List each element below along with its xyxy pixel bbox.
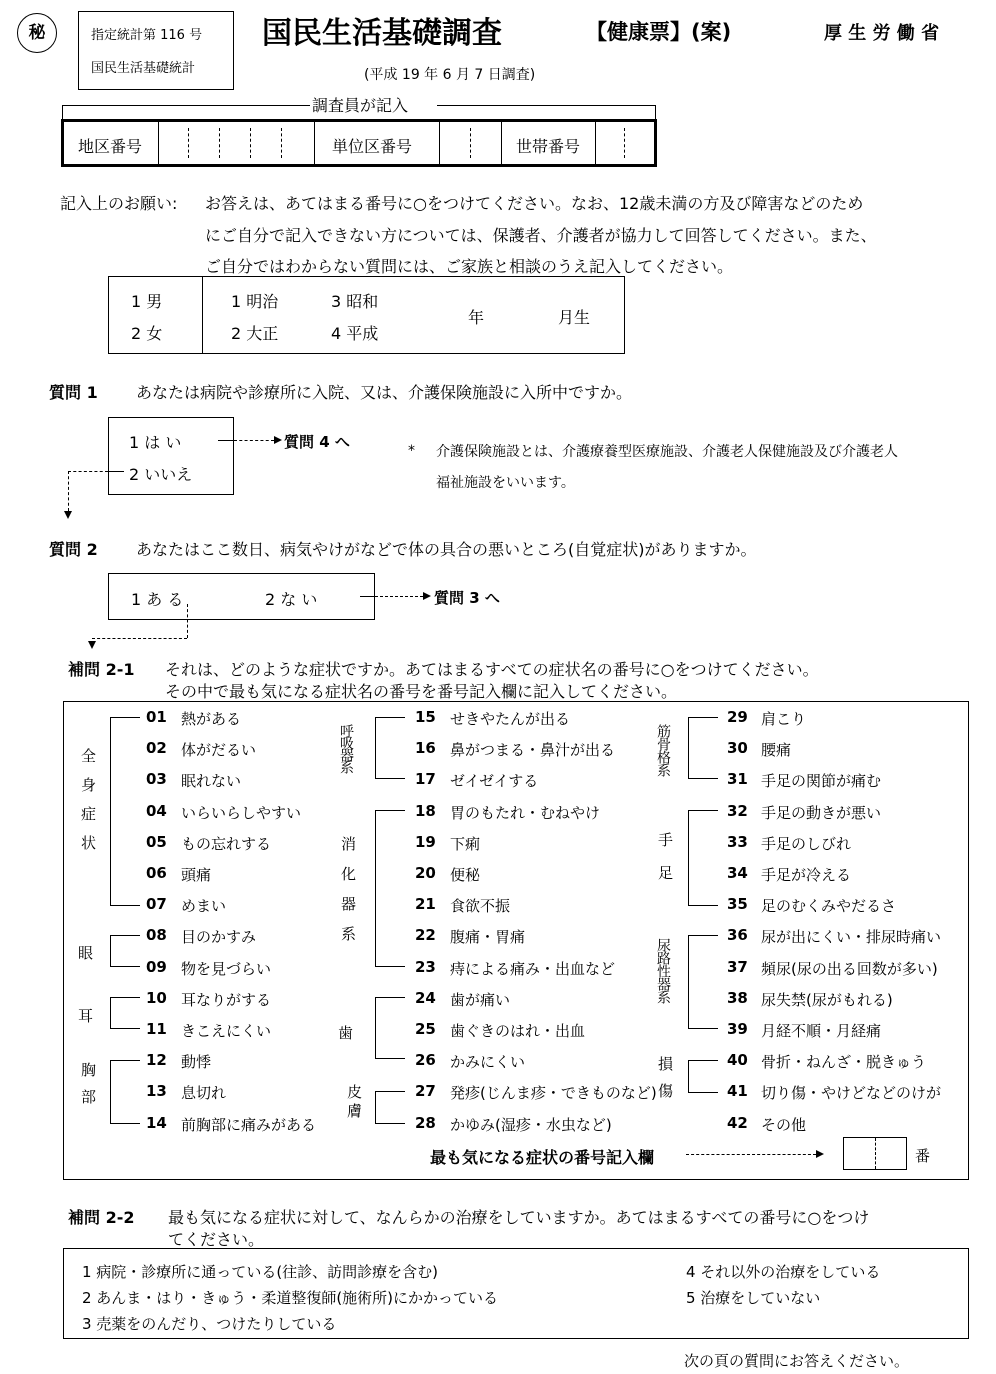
symptom-label: 尿が出にくい・排尿時痛い bbox=[761, 928, 942, 947]
symptom-label: 耳なりがする bbox=[181, 990, 272, 1009]
surveyor-caption: 調査員が記入 bbox=[312, 96, 409, 115]
ministry: 厚 生 労 働 省 bbox=[824, 23, 940, 44]
symptom-number[interactable]: 35 bbox=[727, 895, 748, 914]
sq21-line-1: それは、どのような症状ですか。あてはまるすべての症状名の番号に○をつけてください。 bbox=[165, 660, 819, 679]
symptom-label: その他 bbox=[761, 1115, 807, 1134]
symptom-label: 尿失禁(尿がもれる) bbox=[761, 990, 893, 1009]
symptom-number[interactable]: 42 bbox=[727, 1113, 748, 1132]
q2-label: 質問 2 bbox=[49, 540, 98, 559]
symptom-number[interactable]: 40 bbox=[727, 1051, 748, 1070]
secret-mark: 秘 bbox=[17, 13, 57, 53]
symptom-number[interactable]: 17 bbox=[415, 770, 436, 789]
symptom-number[interactable]: 34 bbox=[727, 864, 748, 882]
symptom-label: 体がだるい bbox=[181, 741, 257, 760]
footer-next-page: 次の頁の質問にお答えください。 bbox=[684, 1352, 910, 1370]
symptom-number[interactable]: 37 bbox=[727, 957, 748, 976]
sq21-label: 補問 2-1 bbox=[68, 660, 135, 679]
symptom-label: 息切れ bbox=[181, 1084, 227, 1103]
era-showa-option[interactable]: 3 昭和 bbox=[331, 292, 379, 311]
symptom-number[interactable]: 22 bbox=[415, 926, 436, 945]
symptom-label: 腰痛 bbox=[761, 741, 792, 760]
symptom-label: 歯が痛い bbox=[450, 990, 511, 1009]
symptom-label: 切り傷・やけどなどのけが bbox=[761, 1084, 942, 1103]
symptom-label: 骨折・ねんざ・脱きゅう bbox=[761, 1053, 927, 1072]
symptom-label: 肩こり bbox=[761, 710, 807, 728]
group-chest: 胸部 bbox=[79, 1062, 97, 1116]
household-number-field[interactable] bbox=[596, 122, 654, 164]
form-type: 【健康票】(案) bbox=[586, 20, 732, 44]
q2-yes-option[interactable]: 1 あ る bbox=[131, 590, 184, 609]
household-number-label: 世帯番号 bbox=[516, 137, 581, 156]
treatment-option-4[interactable]: 4 それ以外の治療をしている bbox=[686, 1263, 881, 1281]
symptom-number[interactable]: 32 bbox=[727, 801, 748, 820]
symptom-label: せきやたんが出る bbox=[450, 710, 571, 728]
arrow-right-icon bbox=[274, 436, 282, 444]
sex-female-option[interactable]: 2 女 bbox=[131, 324, 163, 343]
surveyor-table bbox=[61, 119, 657, 167]
arrow-right-icon bbox=[423, 592, 431, 600]
symptom-label: かゆみ(湿疹・水虫など) bbox=[450, 1115, 612, 1134]
group-respiratory: 呼吸器系 bbox=[338, 724, 354, 772]
symptom-number[interactable]: 26 bbox=[415, 1051, 436, 1070]
q1-text: あなたは病院や診療所に入院、又は、介護保険施設に入所中ですか。 bbox=[136, 383, 633, 402]
q2-jump-q3[interactable]: 質問 3 へ bbox=[434, 589, 500, 607]
symptom-label: 痔による痛み・出血など bbox=[450, 959, 616, 978]
symptom-label: 食欲不振 bbox=[450, 897, 511, 916]
group-teeth: 歯 bbox=[338, 1024, 354, 1042]
era-taisho-option[interactable]: 2 大正 bbox=[231, 324, 279, 343]
sq21-line-2: その中で最も気になる症状名の番号を番号記入欄に記入してください。 bbox=[165, 682, 678, 701]
instructions-label: 記入上のお願い: bbox=[60, 194, 178, 213]
symptom-label: 前胸部に痛みがある bbox=[181, 1115, 317, 1134]
instructions-line-3: ご自分ではわからない質問には、ご家族と相談のうえ記入してください。 bbox=[205, 257, 734, 276]
symptom-label: いらいらしやすい bbox=[181, 803, 302, 822]
sex-birth-box bbox=[108, 276, 625, 354]
symptom-number[interactable]: 07 bbox=[146, 895, 167, 914]
symptom-label: 物を見づらい bbox=[181, 959, 272, 978]
district-number-field[interactable] bbox=[159, 122, 314, 164]
q2-text: あなたはここ数日、病気やけがなどで体の具合の悪いところ(自覚症状)がありますか。 bbox=[136, 540, 757, 559]
symptom-number[interactable]: 01 bbox=[146, 708, 167, 726]
stat-number: 指定統計第 116 号 bbox=[91, 28, 203, 43]
symptom-number[interactable]: 03 bbox=[146, 770, 167, 789]
symptom-label: めまい bbox=[181, 897, 227, 916]
symptom-number[interactable]: 27 bbox=[415, 1082, 436, 1101]
group-urogenital: 尿路性器系 bbox=[655, 938, 671, 1003]
symptom-number[interactable]: 41 bbox=[727, 1082, 748, 1101]
symptom-number[interactable]: 08 bbox=[146, 926, 167, 945]
symptom-number[interactable]: 14 bbox=[146, 1113, 167, 1132]
group-injury: 損傷 bbox=[656, 1056, 674, 1110]
symptom-number[interactable]: 31 bbox=[727, 770, 748, 789]
survey-date: (平成 19 年 6 月 7 日調査) bbox=[364, 67, 536, 83]
symptom-label: 発疹(じんま疹・できものなど) bbox=[450, 1084, 657, 1103]
symptom-number[interactable]: 12 bbox=[146, 1051, 167, 1070]
instructions-line-2: にご自分で記入できない方については、保護者、介護者が協力して回答してください。また、 bbox=[205, 226, 877, 245]
symptom-number[interactable]: 11 bbox=[146, 1020, 167, 1038]
group-eye: 眼 bbox=[78, 944, 94, 962]
symptom-number[interactable]: 29 bbox=[727, 708, 748, 726]
symptom-label: 頻尿(尿の出る回数が多い) bbox=[761, 959, 938, 978]
symptom-label: 便秘 bbox=[450, 866, 481, 884]
q2-no-option[interactable]: 2 な い bbox=[265, 590, 318, 609]
symptom-label: 動悸 bbox=[181, 1053, 212, 1072]
symptom-number[interactable]: 10 bbox=[146, 988, 167, 1007]
symptom-label: 熱がある bbox=[181, 710, 242, 728]
symptom-number[interactable]: 04 bbox=[146, 801, 167, 820]
treatment-option-3[interactable]: 3 売薬をのんだり、つけたりしている bbox=[82, 1315, 337, 1333]
symptom-number[interactable]: 02 bbox=[146, 739, 167, 758]
q2-options-box bbox=[108, 573, 375, 620]
treatment-option-2[interactable]: 2 あんま・はり・きゅう・柔道整復師(施術所)にかかっている bbox=[82, 1289, 499, 1307]
symptom-label: 頭痛 bbox=[181, 866, 212, 884]
sq22-line-1: 最も気になる症状に対して、なんらかの治療をしていますか。あてはまるすべての番号に○をつけ bbox=[168, 1208, 870, 1227]
most-concern-label: 最も気になる症状の番号記入欄 bbox=[430, 1148, 655, 1167]
symptom-number[interactable]: 23 bbox=[415, 957, 436, 976]
symptom-number[interactable]: 13 bbox=[146, 1082, 167, 1101]
symptom-number[interactable]: 25 bbox=[415, 1020, 436, 1038]
symptom-number[interactable]: 33 bbox=[727, 832, 748, 851]
treatment-options-box bbox=[63, 1248, 969, 1339]
symptom-label: 眠れない bbox=[181, 772, 242, 791]
symptom-label: きこえにくい bbox=[181, 1022, 272, 1040]
unit-district-number-label: 単位区番号 bbox=[332, 137, 413, 156]
symptom-number[interactable]: 28 bbox=[415, 1113, 436, 1132]
symptom-label: ゼイゼイする bbox=[450, 772, 539, 791]
symptom-label: 鼻がつまる・鼻汁が出る bbox=[450, 741, 616, 760]
q1-label: 質問 1 bbox=[49, 383, 98, 402]
designated-statistics-box bbox=[78, 11, 234, 90]
symptom-label: 下痢 bbox=[450, 834, 481, 853]
symptom-label: 月経不順・月経痛 bbox=[761, 1022, 882, 1040]
treatment-option-5[interactable]: 5 治療をしていない bbox=[686, 1289, 821, 1307]
sex-male-option[interactable]: 1 男 bbox=[131, 292, 163, 311]
symptom-number[interactable]: 36 bbox=[727, 926, 748, 945]
q1-note-line-2: 福祉施設をいいます。 bbox=[436, 475, 575, 491]
symptom-number[interactable]: 20 bbox=[415, 864, 436, 882]
symptom-label: 手足が冷える bbox=[761, 866, 852, 884]
q1-no-option[interactable]: 2 いいえ bbox=[129, 465, 193, 484]
group-ear: 耳 bbox=[78, 1007, 94, 1025]
symptom-label: かみにくい bbox=[450, 1053, 526, 1072]
era-heisei-option[interactable]: 4 平成 bbox=[331, 324, 379, 343]
symptom-number[interactable]: 30 bbox=[727, 739, 748, 758]
stat-name: 国民生活基礎統計 bbox=[91, 61, 196, 76]
era-meiji-option[interactable]: 1 明治 bbox=[231, 292, 279, 311]
district-number-label: 地区番号 bbox=[78, 137, 143, 156]
treatment-option-1[interactable]: 1 病院・診療所に通っている(往診、訪問診療を含む) bbox=[82, 1263, 439, 1281]
q1-note-mark: * bbox=[408, 443, 415, 459]
instructions-line-1: お答えは、あてはまる番号に○をつけてください。なお、12歳未満の方及び障害などのため bbox=[205, 194, 864, 213]
ban-suffix: 番 bbox=[915, 1147, 931, 1165]
group-musculoskeletal: 筋骨格系 bbox=[655, 724, 671, 776]
symptom-label: 歯ぐきのはれ・出血 bbox=[450, 1022, 586, 1040]
sq22-line-2: てください。 bbox=[168, 1230, 265, 1249]
symptom-number[interactable]: 05 bbox=[146, 832, 167, 851]
birth-month-label: 月生 bbox=[558, 308, 591, 327]
sq22-label: 補問 2-2 bbox=[68, 1208, 135, 1227]
symptom-number[interactable]: 15 bbox=[415, 708, 436, 726]
most-concern-number-field[interactable] bbox=[843, 1137, 907, 1170]
symptom-label: 腹痛・胃痛 bbox=[450, 928, 526, 947]
arrow-down-icon bbox=[88, 641, 96, 649]
q1-yes-option[interactable]: 1 は い bbox=[129, 433, 182, 452]
symptom-number[interactable]: 06 bbox=[146, 864, 167, 882]
symptom-number[interactable]: 39 bbox=[727, 1020, 748, 1038]
q1-options-box bbox=[108, 417, 234, 495]
group-skin: 皮膚 bbox=[345, 1084, 363, 1122]
symptom-label: 足のむくみやだるさ bbox=[761, 897, 897, 916]
birth-year-label: 年 bbox=[468, 308, 485, 327]
symptom-label: 手足のしびれ bbox=[761, 834, 852, 853]
symptom-number[interactable]: 16 bbox=[415, 739, 436, 758]
symptom-number[interactable]: 09 bbox=[146, 957, 167, 976]
arrow-down-icon bbox=[64, 511, 72, 519]
symptom-label: もの忘れする bbox=[181, 834, 272, 853]
symptom-number[interactable]: 38 bbox=[727, 988, 748, 1007]
symptom-number[interactable]: 18 bbox=[415, 801, 436, 820]
symptom-label: 胃のもたれ・むねやけ bbox=[450, 803, 601, 822]
group-whole-body: 全身症状 bbox=[79, 748, 97, 864]
page-title: 国民生活基礎調査 bbox=[262, 16, 502, 51]
symptom-label: 手足の動きが悪い bbox=[761, 803, 882, 822]
symptom-label: 目のかすみ bbox=[181, 928, 257, 947]
unit-district-number-field[interactable] bbox=[440, 122, 502, 164]
symptom-label: 手足の関節が痛む bbox=[761, 772, 882, 791]
arrow-right-icon bbox=[816, 1150, 824, 1158]
symptom-number[interactable]: 19 bbox=[415, 832, 436, 851]
q1-note-line-1: 介護保険施設とは、介護療養型医療施設、介護老人保健施設及び介護老人 bbox=[436, 444, 898, 460]
symptom-number[interactable]: 24 bbox=[415, 988, 436, 1007]
symptom-number[interactable]: 21 bbox=[415, 895, 436, 914]
group-digestive: 消化器系 bbox=[339, 836, 357, 956]
group-limbs: 手足 bbox=[656, 832, 674, 898]
q1-jump-q4[interactable]: 質問 4 へ bbox=[284, 433, 350, 451]
